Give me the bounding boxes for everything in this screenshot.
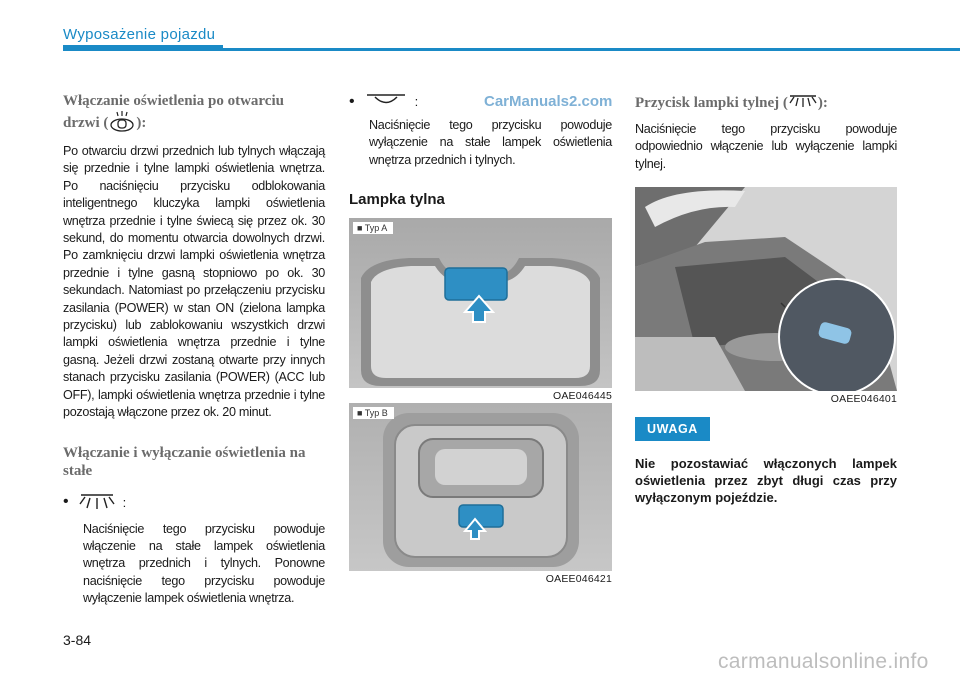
rear-lamp-icon	[788, 92, 818, 115]
bullet-off: • :	[349, 92, 419, 110]
figure-tailgate	[635, 187, 897, 391]
note-badge: UWAGA	[635, 417, 710, 441]
lamp-on-icon	[77, 490, 117, 515]
tailgate-illustration	[635, 187, 897, 391]
figure-type-a	[349, 218, 612, 388]
paragraph-door-light: Po otwarciu drzwi przednich lub tylnych włączają się przednie i tylne lampki oświetlenia wnętrza. Po naciśnięciu przycisku odblokowania inteligentnego kluczyka lampki oświetlenia wnętrza przednie i tylne świecą się przez ok. 30 sekund, do momentu otwarcia dowolnych drzwi. Po zamknięciu drzwi lampki oświetlenia wnętrza przednie i tylne gasną stopniowo po ok. 30 sekundach. Natomiast po przełączeniu przycisku zasilania (POWER) w stan ON (zielona lampka przycisku) lub zablokowaniu wszystkich drzwi lampki oświetlenia wnętrza przednie i tylne gasną. Jeżeli drzwi zostaną otwarte przy innych stanach przycisku zasilania (POWER) (ACC lub OFF), lampki oświetlenia wnętrza przednie i tylne pozostają włączone przez ok. 20 minut.	[63, 144, 325, 420]
door-lamp-icon	[108, 110, 136, 137]
heading-rear-lamp-button: Przycisk lampki tylnej ( ):	[635, 92, 897, 115]
heading-permanent-light: Włączanie i wyłączanie oświetlenia na stałe	[63, 444, 306, 479]
footer-watermark: carmanualsonline.info	[718, 650, 929, 673]
paragraph-rear-lamp-button: Naciśnięcie tego przycisku powoduje odpowiednio włączenie lub wyłączenie lampki tylnej.	[635, 122, 897, 171]
column-middle	[349, 92, 612, 585]
figure-a-caption: OAE046445	[552, 390, 612, 403]
section-title: Wyposażenie pojazdu	[63, 26, 216, 43]
column-left	[63, 92, 325, 608]
figure-b-label: ■ Typ B	[353, 407, 394, 419]
rear-lamp-type-a-illustration	[349, 218, 612, 388]
bullet-text-on: Naciśnięcie tego przycisku powoduje włączenie na stałe lampek oświetlenia wnętrza przednich i tylnych. Ponowne naciśnięcie tego przycisku powoduje wyłączenie lampek oświetlenia wnętrza.	[83, 521, 325, 606]
figure-b-caption: OAEE046421	[545, 573, 612, 586]
bullet-text-off: Naciśnięcie tego przycisku powoduje wyłączenie na stałe lampek oświetlenia wnętrza przednich i tylnych.	[369, 118, 612, 167]
bullet-on: • :	[63, 490, 325, 515]
bullet-dot: •	[63, 493, 69, 510]
column-right	[635, 92, 897, 519]
bullet-dot: •	[349, 92, 355, 110]
header-rule-accent	[63, 45, 223, 50]
lamp-off-icon	[363, 92, 409, 111]
heading-rear-lamp: Lampka tylna	[349, 191, 445, 209]
heading-door-light: Włączanie oświetlenia po otwarciu drzwi ( ):	[63, 92, 325, 137]
top-watermark: CarManuals2.com	[484, 93, 613, 110]
figure-tailgate-caption: OAEE046401	[830, 393, 897, 406]
warning-text: Nie pozostawiać włączonych lampek oświetlenia przez zbyt długi czas przy wyłączonym pojeździe.	[635, 456, 897, 506]
figure-a-label: ■ Typ A	[353, 222, 393, 234]
rear-lamp-type-b-illustration	[349, 403, 612, 571]
page-number: 3-84	[63, 632, 92, 648]
figure-type-b	[349, 403, 612, 571]
